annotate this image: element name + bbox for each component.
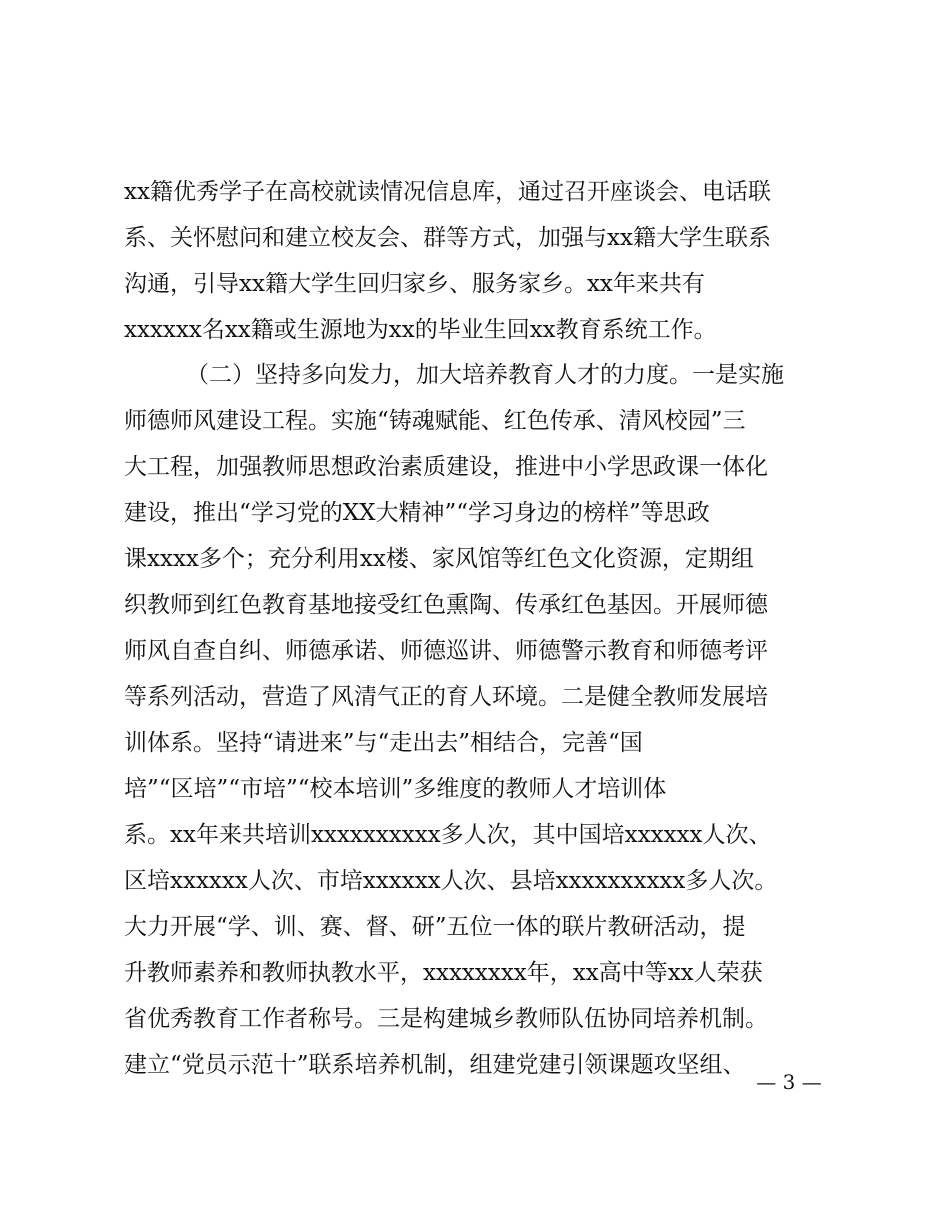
text-line-8: 建设，推出“学习党的XX大精神”“学习身边的榜样”等思政: [124, 500, 710, 526]
text-line-20: 建立“党员示范十”联系培养机制，组建党建引领课题攻坚组、: [124, 1052, 746, 1078]
text-line-3: 沟通，引导xx籍大学生回归家乡、服务家乡。xx年来共有: [124, 271, 705, 297]
text-line-14: 培”“区培”“市培”“校本培训”多维度的教师人才培训体: [124, 776, 667, 802]
text-line-16: 区培xxxxxx人次、市培xxxxxx人次、县培xxxxxxxxxx多人次。: [124, 868, 778, 894]
text-line-9: 课xxxx多个；充分利用xx楼、家风馆等红色文化资源，定期组: [124, 546, 754, 572]
text-line-2: 系、关怀慰问和建立校友会、群等方式，加强与xx籍大学生联系: [124, 225, 771, 251]
text-line-18: 升教师素养和教师执教水平，xxxxxxxx年，xx高中等xx人荣获: [124, 960, 763, 986]
text-line-6: 师德师风建设工程。实施“铸魂赋能、红色传承、清风校园”三: [124, 408, 746, 434]
text-line-11: 师风自查自纠、师德承诺、师德巡讲、师德警示教育和师德考评: [124, 638, 768, 664]
text-line-4: xxxxxx名xx籍或生源地为xx的毕业生回xx教育系统工作。: [124, 317, 717, 343]
text-line-12: 等系列活动，营造了风清气正的育人环境。二是健全教师发展培: [124, 684, 768, 710]
text-line-10: 织教师到红色教育基地接受红色熏陶、传承红色基因。开展师德: [124, 592, 768, 618]
page-number: — 3 —: [756, 1070, 822, 1094]
text-line-1: xx籍优秀学子在高校就读情况信息库，通过召开座谈会、电话联: [124, 179, 771, 205]
text-line-13: 训体系。坚持“请进来”与“走出去”相结合，完善“国: [124, 730, 643, 756]
text-line-17: 大力开展“学、训、赛、督、研”五位一体的联片教研活动，提: [124, 914, 746, 940]
text-line-7: 大工程，加强教师思想政治素质建设，推进中小学思政课一体化: [124, 454, 768, 480]
text-line-15: 系。xx年来共培训xxxxxxxxxx多人次，其中国培xxxxxx人次、: [124, 822, 772, 848]
section-heading-line: （二）坚持多向发力，加大培养教育人才的力度。一是实施: [186, 362, 784, 388]
text-line-19: 省优秀教育工作者称号。三是构建城乡教师队伍协同培养机制。: [124, 1006, 768, 1032]
